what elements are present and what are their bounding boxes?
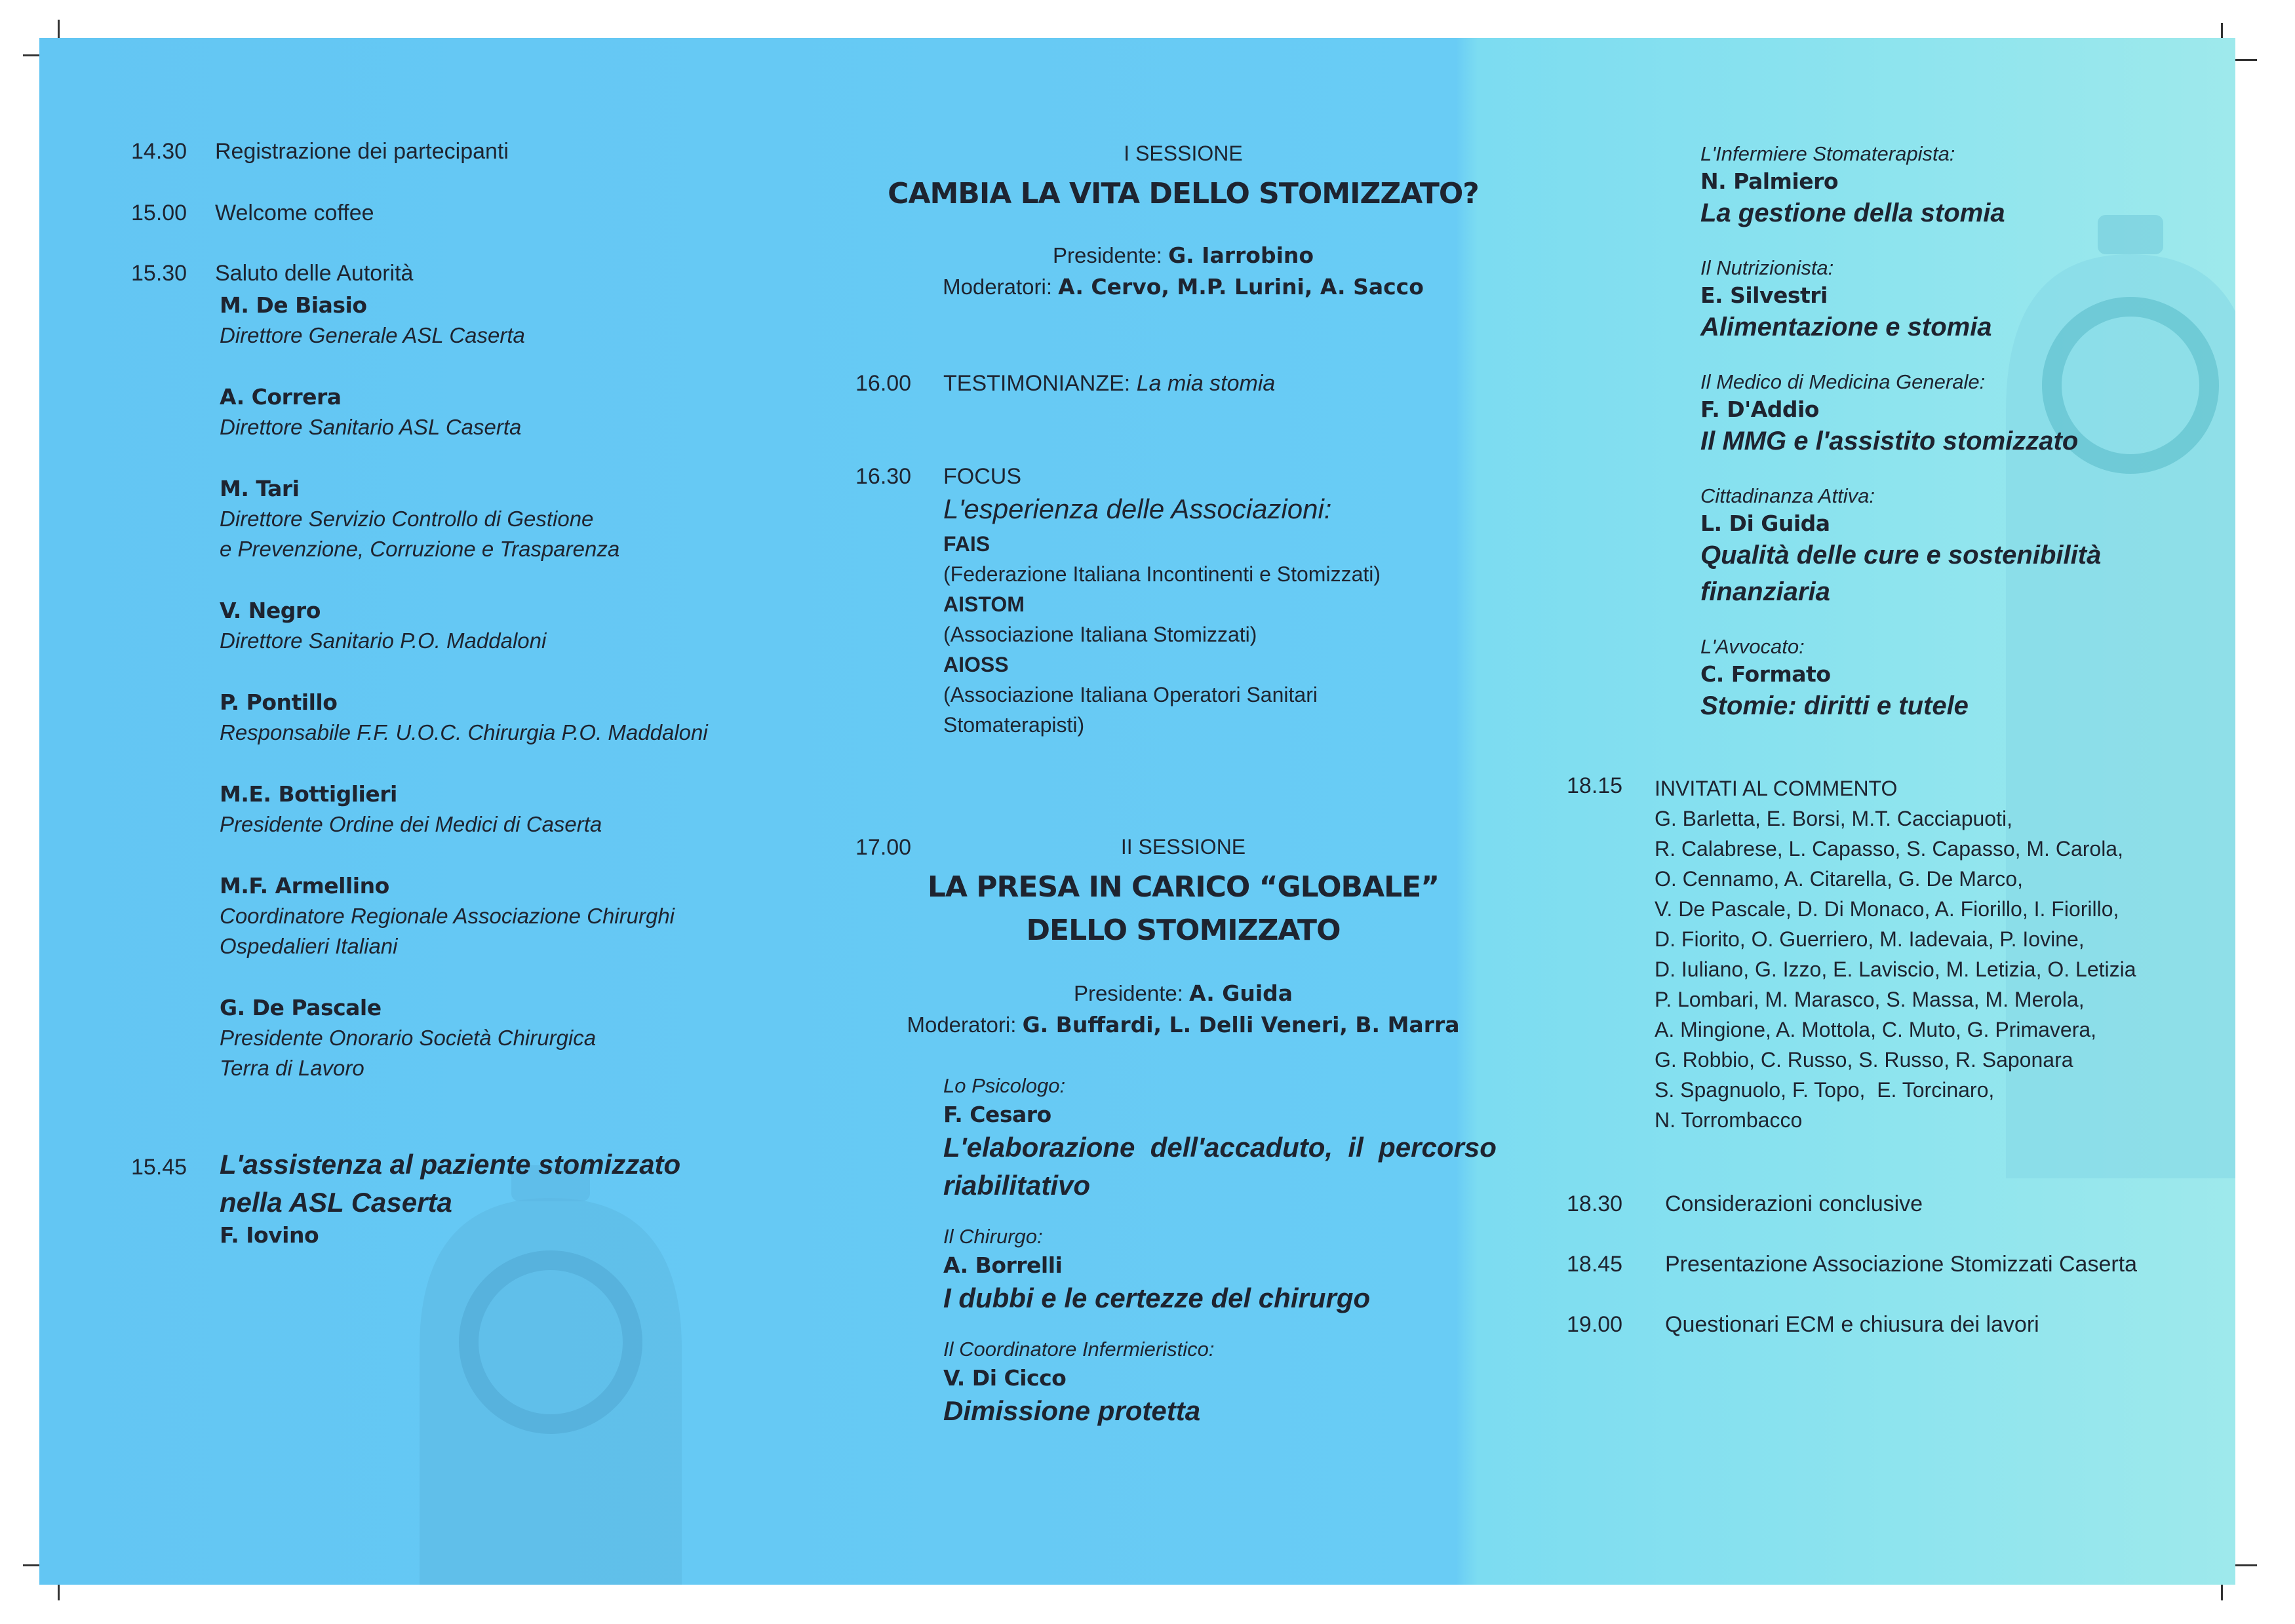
- invited-names-line: S. Spagnuolo, F. Topo, E. Torcinaro,: [1655, 1078, 1995, 1102]
- talk-speaker: F. Cesaro: [943, 1102, 1051, 1127]
- association-acronym: AIOSS: [943, 653, 1009, 676]
- president-name: A. Guida: [1189, 980, 1293, 1006]
- talk-speaker: L. Di Guida: [1700, 511, 1830, 536]
- invited-names-line: G. Barletta, E. Borsi, M.T. Cacciapuoti,: [1655, 807, 2012, 830]
- authority-role: Terra di Lavoro: [220, 1056, 364, 1080]
- authority-name: P. Pontillo: [220, 689, 338, 715]
- talk-title: riabilitativo: [943, 1170, 1091, 1201]
- authority-entry: [220, 871, 783, 961]
- time-label: 15.45: [131, 1155, 187, 1180]
- closing-schedule: [1567, 1191, 2196, 1372]
- session-2-president: [855, 980, 1511, 1006]
- association-acronym: AISTOM: [943, 592, 1025, 616]
- invited-names-line: D. Iuliano, G. Izzo, E. Laviscio, M. Letizia, O. Letizia: [1655, 957, 2136, 981]
- invited-label: INVITATI AL COMMENTO: [1655, 777, 1898, 800]
- talk-entry: [943, 1071, 1507, 1205]
- invited-names: [1655, 803, 2192, 1135]
- session-1-label: I SESSIONE: [1124, 142, 1243, 165]
- event-label: Presentazione Associazione Stomizzati Caserta: [1665, 1252, 2138, 1277]
- authorities-list: [220, 290, 783, 1115]
- talk-role: Il Chirurgo:: [943, 1225, 1043, 1248]
- association-fullname: (Associazione Italiana Operatori Sanitari: [943, 683, 1318, 706]
- president-name: G. Iarrobino: [1168, 242, 1314, 268]
- authority-role: Responsabile F.F. U.O.C. Chirurgia P.O. Maddaloni: [220, 720, 708, 744]
- time-label: 18.30: [1567, 1191, 1623, 1216]
- talk-role: L'Infermiere Stomaterapista:: [1700, 142, 1955, 165]
- authority-role: e Prevenzione, Corruzione e Trasparenza: [220, 537, 620, 561]
- lecture-title-line-2: nella ASL Caserta: [220, 1187, 452, 1218]
- talk-entry: [1700, 140, 2199, 231]
- invited-names-line: P. Lombari, M. Marasco, S. Massa, M. Merola,: [1655, 988, 2085, 1011]
- authority-entry: [220, 687, 783, 748]
- testimonianze-label: TESTIMONIANZE:: [943, 371, 1131, 396]
- authority-entry: [220, 474, 783, 564]
- talk-role: Il Nutrizionista:: [1700, 256, 1834, 279]
- authority-entry: [220, 993, 783, 1083]
- testimonianze-text: [943, 371, 1275, 396]
- time-label: 17.00: [855, 835, 912, 860]
- talk-entry: [943, 1334, 1507, 1430]
- time-label: 19.00: [1567, 1312, 1623, 1337]
- authority-role: Direttore Generale ASL Caserta: [220, 323, 525, 347]
- talk-title: L'elaborazione dell'accaduto, il percorso: [943, 1132, 1497, 1163]
- talk-role: Il Coordinatore Infermieristico:: [943, 1338, 1215, 1361]
- session-2-talks-continued: [1700, 140, 2199, 746]
- authority-entry: [220, 290, 783, 351]
- invited-names-line: O. Cennamo, A. Citarella, G. De Marco,: [1655, 867, 2023, 891]
- talk-speaker: V. Di Cicco: [943, 1365, 1067, 1391]
- authority-role: Ospedalieri Italiani: [220, 934, 398, 958]
- talk-role: L'Avvocato:: [1700, 635, 1805, 658]
- session-2-talks: [943, 1071, 1507, 1447]
- event-label: Questionari ECM e chiusura dei lavori: [1665, 1312, 2039, 1337]
- invited-names-line: R. Calabrese, L. Capasso, S. Capasso, M. Carola,: [1655, 837, 2123, 860]
- authority-name: M.F. Armellino: [220, 873, 389, 899]
- association-acronym: FAIS: [943, 532, 991, 556]
- time-label: 16.30: [855, 464, 912, 489]
- time-label: 14.30: [131, 139, 187, 164]
- authority-name: G. De Pascale: [220, 995, 382, 1020]
- association-fullname: (Associazione Italiana Stomizzati): [943, 623, 1257, 646]
- authority-role: Presidente Ordine dei Medici di Caserta: [220, 812, 602, 836]
- time-label: 16.00: [855, 371, 912, 396]
- focus-associations: [943, 529, 1507, 740]
- talk-speaker: C. Formato: [1700, 661, 1831, 687]
- schedule-row: [1567, 1312, 2196, 1372]
- talk-role: Il Medico di Medicina Generale:: [1700, 370, 1986, 393]
- time-label: 15.30: [131, 261, 187, 286]
- talk-entry: [1700, 482, 2199, 610]
- event-label: Considerazioni conclusive: [1665, 1191, 1923, 1216]
- event-label: Saluto delle Autorità: [215, 261, 414, 286]
- authority-entry: [220, 779, 783, 840]
- moderators-names: G. Buffardi, L. Delli Veneri, B. Marra: [1022, 1012, 1460, 1037]
- testimonianze-title: La mia stomia: [1136, 371, 1276, 396]
- talk-title: Dimissione protetta: [943, 1395, 1201, 1426]
- time-label: 15.00: [131, 201, 187, 225]
- talk-role: Lo Psicologo:: [943, 1074, 1066, 1097]
- authority-entry: [220, 596, 783, 656]
- talk-role: Cittadinanza Attiva:: [1700, 484, 1875, 507]
- invited-names-line: V. De Pascale, D. Di Monaco, A. Fiorillo, I. Fiorillo,: [1655, 897, 2119, 921]
- schedule-row: [1567, 1252, 2196, 1312]
- talk-title: La gestione della stomia: [1700, 199, 2005, 227]
- event-label: Welcome coffee: [215, 201, 374, 225]
- authority-role: Direttore Servizio Controllo di Gestione: [220, 507, 594, 531]
- lecture-title-line-1: L'assistenza al paziente stomizzato: [220, 1149, 681, 1180]
- event-label: Registrazione dei partecipanti: [215, 139, 509, 164]
- time-label: 18.15: [1567, 773, 1623, 798]
- authority-name: V. Negro: [220, 598, 321, 623]
- talk-title: Alimentazione e stomia: [1700, 313, 1992, 341]
- talk-speaker: A. Borrelli: [943, 1252, 1063, 1278]
- talk-title: Il MMG e l'assistito stomizzato: [1700, 427, 2079, 455]
- talk-entry: [1700, 254, 2199, 345]
- talk-title: Qualità delle cure e sostenibilità finanziaria: [1700, 541, 2102, 606]
- session-1-moderators: [855, 274, 1511, 300]
- talk-speaker: F. D'Addio: [1700, 396, 1819, 422]
- focus-label: FOCUS: [943, 464, 1021, 489]
- session-2-moderators: [855, 1012, 1511, 1037]
- moderators-names: A. Cervo, M.P. Lurini, A. Sacco: [1058, 274, 1424, 300]
- authority-role: Direttore Sanitario P.O. Maddaloni: [220, 628, 547, 653]
- session-2-title-line-1: LA PRESA IN CARICO “GLOBALE”: [927, 870, 1440, 904]
- focus-title: L'esperienza delle Associazioni:: [943, 493, 1332, 524]
- talk-entry: [1700, 632, 2199, 724]
- president-label: Presidente:: [1052, 243, 1162, 267]
- authority-entry: [220, 382, 783, 442]
- authority-name: M. De Biasio: [220, 292, 367, 318]
- invited-names-line: D. Fiorito, O. Guerriero, M. Iadevaia, P. Iovine,: [1655, 927, 2085, 951]
- invited-names-line: N. Torrombacco: [1655, 1108, 1803, 1132]
- lecture-speaker: F. Iovino: [220, 1222, 319, 1248]
- brochure-sheet: [39, 38, 2235, 1585]
- talk-entry: [1700, 368, 2199, 459]
- session-2-label: II SESSIONE: [1120, 835, 1246, 859]
- session-1-president: [855, 242, 1511, 268]
- authority-name: M. Tari: [220, 476, 300, 501]
- time-label: 18.45: [1567, 1252, 1623, 1277]
- session-2-title-line-2: DELLO STOMIZZATO: [1026, 914, 1341, 947]
- invited-names-line: A. Mingione, A. Mottola, C. Muto, G. Primavera,: [1655, 1018, 2097, 1041]
- president-label: Presidente:: [1073, 981, 1183, 1005]
- association-fullname: Stomaterapisti): [943, 713, 1085, 737]
- association-fullname: (Federazione Italiana Incontinenti e Stomizzati): [943, 562, 1381, 586]
- moderators-label: Moderatori:: [907, 1013, 1017, 1037]
- session-1-title: CAMBIA LA VITA DELLO STOMIZZATO?: [888, 177, 1479, 210]
- talk-speaker: E. Silvestri: [1700, 282, 1828, 308]
- talk-speaker: N. Palmiero: [1700, 168, 1839, 194]
- schedule-row: [1567, 1191, 2196, 1252]
- moderators-label: Moderatori:: [943, 275, 1052, 299]
- authority-role: Presidente Onorario Società Chirurgica: [220, 1026, 597, 1050]
- invited-names-line: G. Robbio, C. Russo, S. Russo, R. Saponara: [1655, 1048, 2073, 1072]
- authority-role: Direttore Sanitario ASL Caserta: [220, 415, 522, 439]
- talk-title: I dubbi e le certezze del chirurgo: [943, 1283, 1371, 1313]
- talk-title: Stomie: diritti e tutele: [1700, 691, 1969, 720]
- authority-role: Coordinatore Regionale Associazione Chirurghi: [220, 904, 675, 928]
- talk-entry: [943, 1222, 1507, 1317]
- authority-name: A. Correra: [220, 384, 342, 410]
- authority-name: M.E. Bottiglieri: [220, 781, 397, 807]
